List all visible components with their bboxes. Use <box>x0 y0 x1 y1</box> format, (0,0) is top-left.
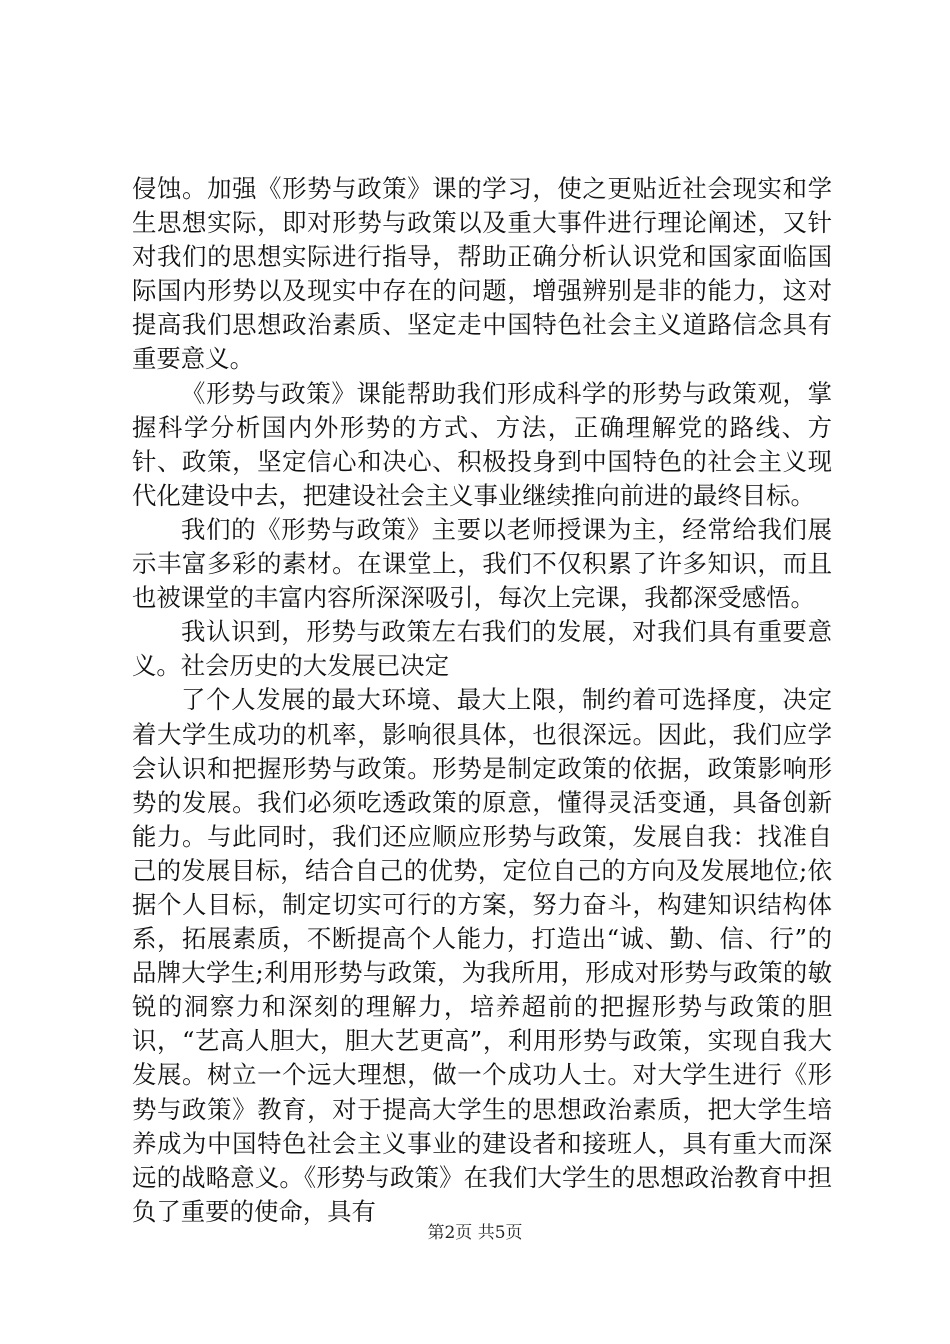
paragraph-1: 侵蚀。加强《形势与政策》课的学习，使之更贴近社会现实和学生思想实际，即对形势与政策以及重大事件进行理论阐述，又针对我们的思想实际进行指导，帮助正确分析认识党和国家面临国际国内形势以及现实中存在的问题，增强辨别是非的能力，这对提高我们思想政治素质、坚定走中国特色社会主义道路信念具有重要意义。 <box>132 174 832 374</box>
paragraph-4: 我认识到，形势与政策左右我们的发展，对我们具有重要意义。社会历史的大发展已决定 <box>132 617 832 681</box>
document-body <box>132 172 832 1229</box>
page-number-footer: 第2页 共5页 <box>427 1223 523 1243</box>
paragraph-5: 了个人发展的最大环境、最大上限，制约着可选择度，决定着大学生成功的机率，影响很具体，也很深远。因此，我们应学会认识和把握形势与政策。形势是制定政策的依据，政策影响形势的发展。我们必须吃透政策的原意，懂得灵活变通，具备创新能力。与此同时，我们还应顺应形势与政策，发展自我：找准自己的发展目标，结合自己的优势，定位自己的方向及发展地位;依据个人目标，制定切实可行的方案，努力奋斗，构建知识结构体系，拓展素质，不断提高个人能力，打造出“诚、勤、信、行”的品牌大学生;利用形势与政策，为我所用，形成对形势与政策的敏锐的洞察力和深刻的理解力，培养超前的把握形势与政策的胆识，“艺高人胆大，胆大艺更高”，利用形势与政策，实现自我大发展。树立一个远大理想，做一个成功人士。对大学生进行《形势与政策》教育，对于提高大学生的思想政治素质，把大学生培养成为中国特色社会主义事业的建设者和接班人，具有重大而深远的战略意义。《形势与政策》在我们大学生的思想政治教育中担负了重要的使命，具有 <box>132 685 832 1226</box>
paragraph-3: 我们的《形势与政策》主要以老师授课为主，经常给我们展示丰富多彩的素材。在课堂上，我们不仅积累了许多知识，而且也被课堂的丰富内容所深深吸引，每次上完课，我都深受感悟。 <box>132 514 832 613</box>
paragraph-2: 《形势与政策》课能帮助我们形成科学的形势与政策观，掌握科学分析国内外形势的方式、方法，正确理解党的路线、方针、政策，坚定信心和决心、积极投身到中国特色的社会主义现代化建设中去，把建设社会主义事业继续推向前进的最终目标。 <box>132 378 832 510</box>
